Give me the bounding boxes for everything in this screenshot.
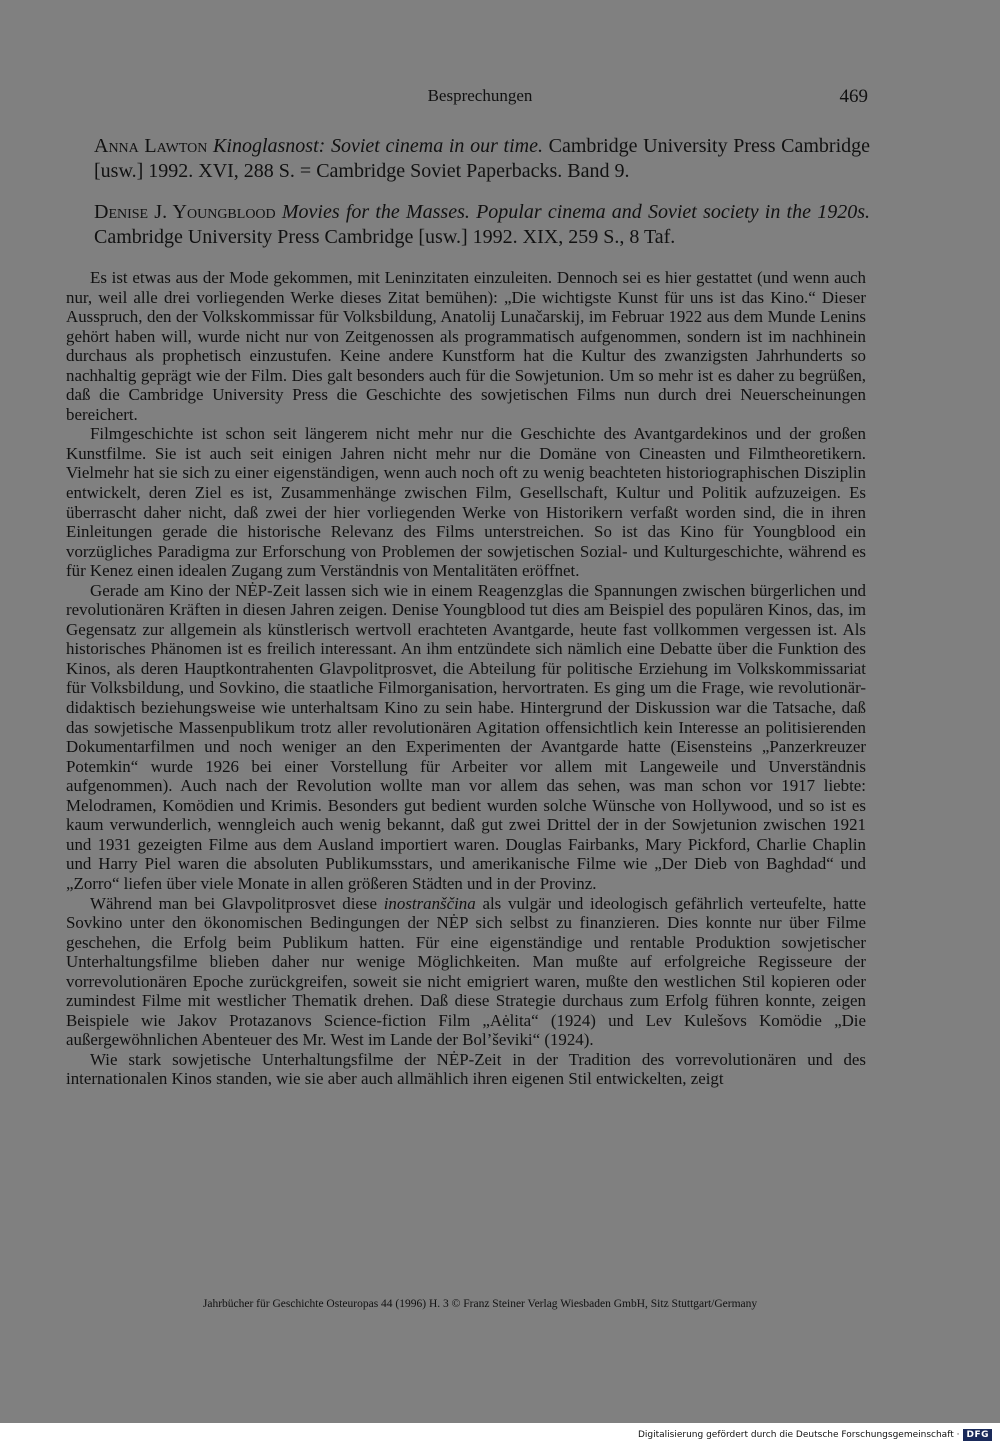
- section-title: Besprechungen: [427, 86, 533, 105]
- paragraph: Filmgeschichte ist schon seit längerem nicht mehr nur die Geschichte des Avantgardekinos und der großen Kunstfilme. Sie ist auch seit einigen Jahren nicht mehr nur die Domäne von Cineasten und Filmtheoretikern. Vielmehr hat sie sich zu einer eigenständigen, wenn auch noch oft zu wenig beachteten historiographischen Disziplin entwickelt, deren Ziel es ist, Zusammenhänge zwischen Film, Gesellschaft, Kultur und Politik aufzuzeigen. Es überrascht daher nicht, daß zwei der hier vorliegenden Werke von Historikern verfaßt worden sind, die in ihren Einleitungen gerade die historische Relevanz des Films unterstreichen. So ist das Kino für Youngblood ein vorzügliches Paradigma zur Erforschung von Problemen der sowjetischen Sozial- und Kulturgeschichte, während es für Kenez einen idealen Zugang zum Verständnis von Mentalitäten eröffnet.: [66, 424, 866, 581]
- credit-text: Digitalisierung gefördert durch die Deutsche Forschungsgemeinschaft: [637, 1430, 954, 1440]
- paragraph: Gerade am Kino der NĖP-Zeit lassen sich wie in einem Reagenzglas die Spannungen zwischen bürgerlichen und revolutionären Kräften in diesen Jahren zeigen. Denise Youngblood tut dies am Beispiel des populären Kinos, das, im Gegensatz zur allgemein als künstlerisch wertvoll erachteten Avantgarde, heute fast vollkommen vergessen ist. Als historisches Phänomen ist es freilich interessant. An ihm entzündete sich nämlich eine Debatte über die Funktion des Kinos, als deren Hauptkontrahenten Glavpolitprosvet, die Abteilung für politische Erziehung im Volkskommissariat für Volksbildung, und Sovkino, die staatliche Filmorganisation, hervortraten. Es ging um die Frage, wie revolutionär-didaktisch beziehungsweise wie unterhaltsam Kino zu sein habe. Hintergrund der Diskussion war die Tatsache, daß das sowjetische Massenpublikum trotz aller revolutionären Agitation offensichtlich kein Interesse an politisierenden Dokumentarfilmen und noch weniger an den Experimenten der Avantgarde hatte (Eisensteins „Panzerkreuzer Potemkin“ wurde 1926 bei einer Vorstellung für Arbeiter vor allem mit Langeweile und Unverständnis aufgenommen). Auch nach der Revolution wollte man vor allem das sehen, was man schon vor 1917 liebte: Melodramen, Komödien und Krimis. Besonders gut bedient wurden solche Wünsche von Hollywood, und so ist es kaum verwunderlich, wenngleich auch wenig bekannt, daß gut zwei Drittel der in der Sowjetunion zwischen 1921 und 1931 gezeigten Filme aus dem Ausland importiert waren. Douglas Fairbanks, Mary Pickford, Charlie Chaplin und Harry Piel waren die absoluten Publikumsstars, und amerikanische Filme wie „Der Dieb von Baghdad“ und „Zorro“ liefen über viele Monate in allen größeren Städten und in der Provinz.: [66, 580, 866, 893]
- reference-title: Movies for the Masses. Popular cinema and Soviet society in the 1920s.: [281, 201, 870, 223]
- reference-details: Cambridge University Press Cambridge [usw.] 1992. XIX, 259 S., 8 Taf.: [94, 226, 676, 248]
- paragraph: Es ist etwas aus der Mode gekommen, mit Leninzitaten einzuleiten. Dennoch sei es hier gestattet (und wenn auch nur, weil alle drei vorliegenden Werke dieses Zitat bemühen): „Die wichtigste Kunst für uns ist das Kino.“ Dieser Ausspruch, den der Volkskommissar für Volksbildung, Anatolij Lunačarskij, im Februar 1922 aus dem Munde Lenins gehört haben will, wurde nicht nur von Zeitgenossen als programmatisch aufgenommen, sondern ist im nachhinein durchaus als prophetisch einzustufen. Keine andere Kunstform hat die Kultur des zwanzigsten Jahrhunderts so nachhaltig geprägt wie der Film. Dies galt besonders auch für die Sowjetunion. Um so mehr ist es daher zu begrüßen, daß die Cambridge University Press die Geschichte des sowjetischen Films nun durch drei Neuerscheinungen bereichert.: [66, 268, 866, 424]
- paragraph: [66, 894, 866, 1050]
- digitization-credit: [600, 1426, 992, 1444]
- reference-details: Cambridge University Press Cambridge [usw.] 1992. XVI, 288 S. = Cambridge Soviet Paperbacks. Band 9.: [94, 135, 871, 182]
- separator: ·: [953, 1430, 960, 1440]
- bibliographic-reference: [94, 134, 870, 184]
- paragraph-text: Während man bei Glavpolitprosvet diese: [90, 893, 384, 913]
- page-footer: Jahrbücher für Geschichte Osteuropas 44 (1996) H. 3 © Franz Steiner Verlag Wiesbaden GmbH, Sitz Stuttgart/Germany: [202, 1298, 758, 1310]
- running-header: [90, 86, 870, 112]
- reference-title: Kinoglasnost: Soviet cinema in our time.: [213, 135, 543, 157]
- paragraph: Wie stark sowjetische Unterhaltungsfilme der NĖP-Zeit in der Tradition des vorrevolutionären und des internationalen Kinos standen, wie sie aber auch allmählich ihren eigenen Stil entwickelten, zeigt: [66, 1049, 866, 1089]
- review-body: [66, 268, 866, 1089]
- paragraph-text: als vulgär und ideologisch gefährlich verteufelte, hatte Sovkino unter den ökonomischen Bedingungen der NĖP sich selbst zu finanzieren. Dies konnte nur über Filme geschehen, die Erfolg beim Publikum hatten. Für eine eigenständige und rentable Produktion sowjetischer Unterhaltungsfilme blieben daher nur wenige Möglichkeiten. Man mußte auf erfolgreiche Regisseure der vorrevolutionären Epoche zurückgreifen, soweit sie nicht emigriert waren, mußte den westlichen Stil kopieren oder zumindest Filme mit westlicher Thematik drehen. Daß diese Strategie durchaus zum Erfolg führen konnte, zeigen Beispiele wie Jakov Protazanovs Science-fiction Film „Aėlita“ (1924) und Lev Kulešovs Komödie „Die außergewöhnlichen Abenteuer des Mr. West im Lande der Bol’ševiki“ (1924).: [66, 893, 866, 1050]
- page-number: 469: [839, 86, 868, 107]
- reference-author: Denise J. Youngblood: [94, 201, 276, 223]
- dfg-logo: DFG: [963, 1429, 992, 1441]
- reference-author: Anna Lawton: [94, 135, 208, 157]
- bibliographic-reference: [94, 200, 870, 250]
- italic-term: inostranščina: [383, 893, 476, 913]
